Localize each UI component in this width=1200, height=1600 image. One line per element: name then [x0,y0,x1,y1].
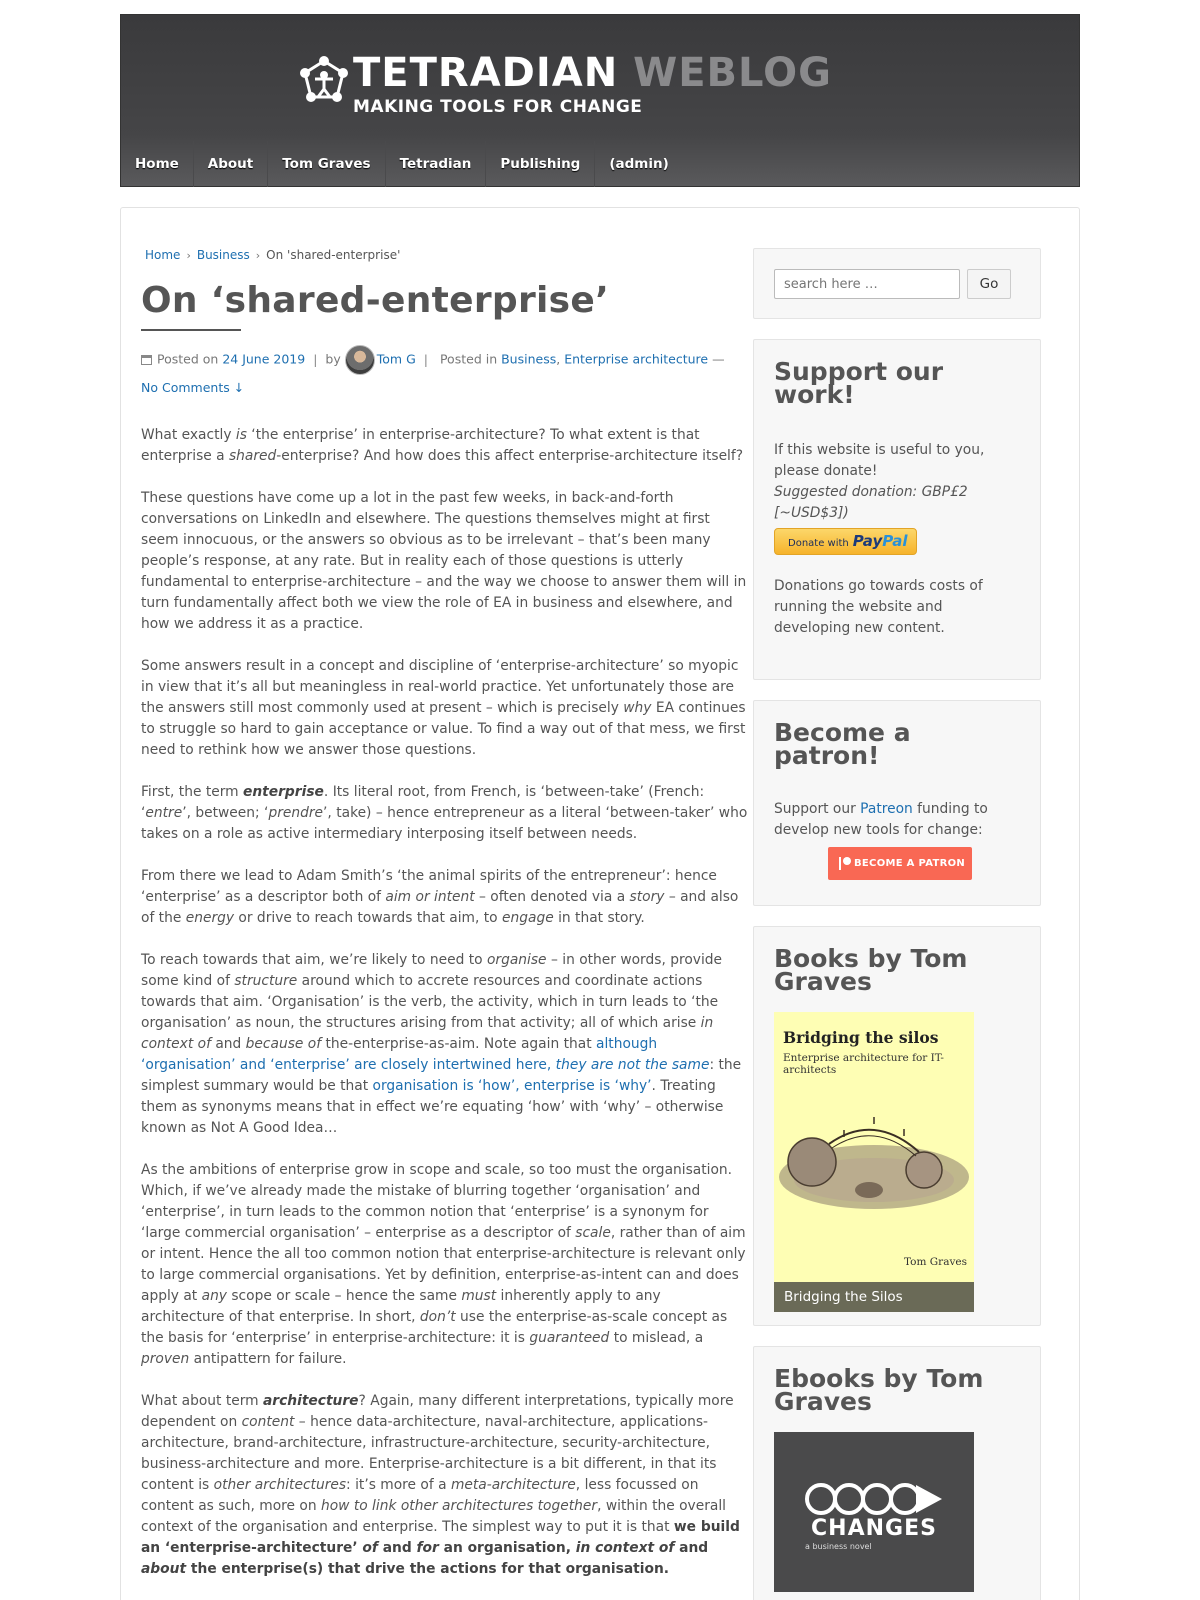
book-caption: Bridging the Silos [774,1282,974,1312]
search-input[interactable] [774,269,960,299]
donation-note: Donations go towards costs of running the website and developing new content. [774,578,983,636]
ebooks-title: Ebooks by Tom Graves [774,1364,984,1416]
meta-dash: — [712,351,725,367]
breadcrumb-current: On 'shared-enterprise' [266,248,401,262]
category-ea-link[interactable]: Enterprise architecture [564,351,709,367]
paragraph: These questions have come up a lot in the past few weeks, in back-and-forth conversations on LinkedIn and elsewhere. The questions themselves might at first seem innocuous, or the answers so obvious as to be irrelevant – that’s been many people’s response, at any rate. But in reality each of those questions is utterly fundamental to enterprise-architecture – and the way we choose to answer them will in turn fundamentally affect both we view the role of EA in business and elsewhere, and how we address it as a practice. [141,490,747,632]
search-widget [753,248,1041,319]
breadcrumb-category[interactable]: Business [196,248,250,262]
site-header [120,14,1080,187]
paragraph: What exactly is ‘the enterprise’ in enterprise-architecture? To what extent is that enterprise a shared-enterprise? And how does this affect enterprise-architecture itself? [141,427,744,464]
paragraph: What about term architecture? Again, many different interpretations, typically more dependent on content – hence data-architecture, naval-architecture, applications-architecture, brand-architecture, infrastructure-architecture, security-architecture, business-architecture and more. Enterprise-architecture is a bit different, in that its content is other architectures: it’s more of a meta-architecture, less focussed on content as such, more on how to link other architectures together, within the overall context of the organisation and enterprise. The simplest way to put it is that we build an ‘enterprise-architecture’ of and for an organisation, in context of and about the enterprise(s) that drive the actions for that organisation. [141,1393,740,1577]
inline-link[interactable]: organisation is ‘how’, enterprise is ‘why’ [372,1078,652,1094]
tetradian-logo-icon [299,55,349,105]
author-avatar [345,345,375,375]
category-business-link[interactable]: Business [501,351,557,367]
book-cover-bridging-silos[interactable] [774,1012,974,1312]
paragraph: From there we lead to Adam Smith’s ‘the animal spirits of the entrepreneur’: hence ‘enterprise’ as a descriptor both of aim or intent – often denoted via a story – and also of the energy or drive to reach towards that aim, to engage in that story. [141,868,739,926]
breadcrumb-separator: › [186,249,191,262]
changes-logo-icon [804,1482,944,1516]
posted-on-label: Posted on [157,351,219,367]
post-meta: Posted on 24 June 2019 | by Tom G | Posted in Business, Enterprise architecture — No Comments ↓ [141,345,748,401]
breadcrumb-separator: › [255,249,261,262]
support-title: Support our work! [774,357,944,409]
posted-in-label: Posted in [439,351,498,367]
by-label: by [325,351,341,367]
search-go-button[interactable]: Go [967,269,1011,299]
book-cover-subtitle: Enterprise architecture for IT-architects [783,1052,944,1076]
paragraph: To reach towards that aim, we’re likely to need to organise – in other words, provide some kind of structure around which to accrete resources and coordinate actions towards that aim. ‘Organisation’ is the verb, the activity, which in turn leads to ‘the organisation’ as noun, the structures arising from that activity; all of which arise in context of and because of the-enterprise-as-aim. Note again that although ‘organisation’ and ‘enterprise’ are closely intertwined here, they are not the same: the simplest summary would be that organisation is ‘how’, enterprise is ‘why’. Treating them as synonyms means that in effect we’re equating ‘how’ with ‘why’ – otherwise known as Not A Good Idea… [141,952,742,1136]
post-title: On ‘shared-enterprise’ [141,280,610,321]
patron-title: Become a patron! [774,718,911,770]
become-patron-button[interactable]: BECOME A PATRON [828,847,972,880]
paragraph: Some answers result in a concept and discipline of ‘enterprise-architecture’ so myopic in view that it’s all but meaningless in real-world practice. Yet unfortunately those are the answers still most commonly used at present – which is precisely why EA continues to struggle so hard to gain acceptance or value. To find a way out of that mess, we first need to rethink how we answer those questions. [141,658,746,758]
ebook-cover-title: CHANGES [811,1516,937,1541]
breadcrumb-home[interactable]: Home [145,248,181,262]
site-title-accent: WEBLOG [633,50,832,96]
nav-admin[interactable]: (admin) [609,156,669,172]
support-widget [753,339,1041,680]
paypal-donate-button[interactable]: Donate with PayPal [774,528,917,555]
comments-link[interactable]: No Comments ↓ [141,380,245,395]
ebook-cover-changes[interactable] [774,1432,974,1592]
support-text: If this website is useful to you, please donate! Suggested donation: GBP£2 [~USD$3]) [774,442,985,521]
site-title [353,50,832,96]
post-content [141,248,748,1580]
paragraph: As the ambitions of enterprise grow in scope and scale, so too must the organisation. Which, if we’ve already made the mistake of blurring together ‘organisation’ and ‘enterprise’, in turn leads to the common notion that ‘enterprise’ is a synonym for ‘large commercial organisation’ – enterprise as a descriptor of scale, rather than of aim or intent. Hence the all too common notion that enterprise-architecture is relevant only to large commercial organisations. Yet by definition, enterprise-as-intent can and does apply at any scope or scale – hence the same must inherently apply to any architecture of that enterprise. In short, don’t use the enterprise-as-scale concept as the basis for ‘enterprise’ in enterprise-architecture: it is guaranteed to mislead, a proven antipattern for failure. [141,1162,746,1367]
nav-tom-graves[interactable]: Tom Graves [268,141,385,187]
patron-text: Support our Patreon funding to develop new tools for change: [774,801,988,838]
nav-about[interactable]: About [194,141,268,187]
calendar-icon [141,355,152,365]
author-link[interactable]: Tom G [376,351,416,367]
nav-publishing[interactable]: Publishing [486,141,595,187]
patreon-link[interactable]: Patreon [860,801,913,817]
bridge-illustration-icon [774,1092,974,1232]
paragraph: First, the term enterprise. Its literal root, from French, is ‘between-take’ (French: ‘entre’, between; ‘prendre’, take) – hence entrepreneur as a literal ‘between-taker’ who takes on a role as active intermediary interposing itself between needs. [141,784,748,842]
site-title-main: TETRADIAN [353,50,619,96]
book-cover-author: Tom Graves [903,1256,967,1268]
nav-home[interactable]: Home [121,141,194,187]
breadcrumb [141,248,748,262]
ebook-cover-subtitle: a business novel [805,1542,872,1551]
book-cover-title: Bridging the silos [783,1028,939,1047]
books-widget [753,926,1041,1326]
books-title: Books by Tom Graves [774,944,968,996]
meta-separator: | [423,351,428,367]
suggested-donation: Suggested donation: GBP£2 [~USD$3]) [774,484,968,521]
patreon-icon [839,857,850,870]
title-underline [141,329,241,331]
inline-link[interactable]: although ‘organisation’ and ‘enterprise’ are closely intertwined here, they are not the same [141,1036,710,1073]
ebooks-widget [753,1346,1041,1600]
post-body [141,425,748,1580]
main-container [120,207,1080,1600]
main-nav [121,141,683,187]
site-tagline: MAKING TOOLS FOR CHANGE [353,97,643,117]
meta-separator: | [313,351,318,367]
patron-widget [753,700,1041,906]
post-date-link[interactable]: 24 June 2019 [222,351,306,367]
nav-tetradian[interactable]: Tetradian [386,141,487,187]
